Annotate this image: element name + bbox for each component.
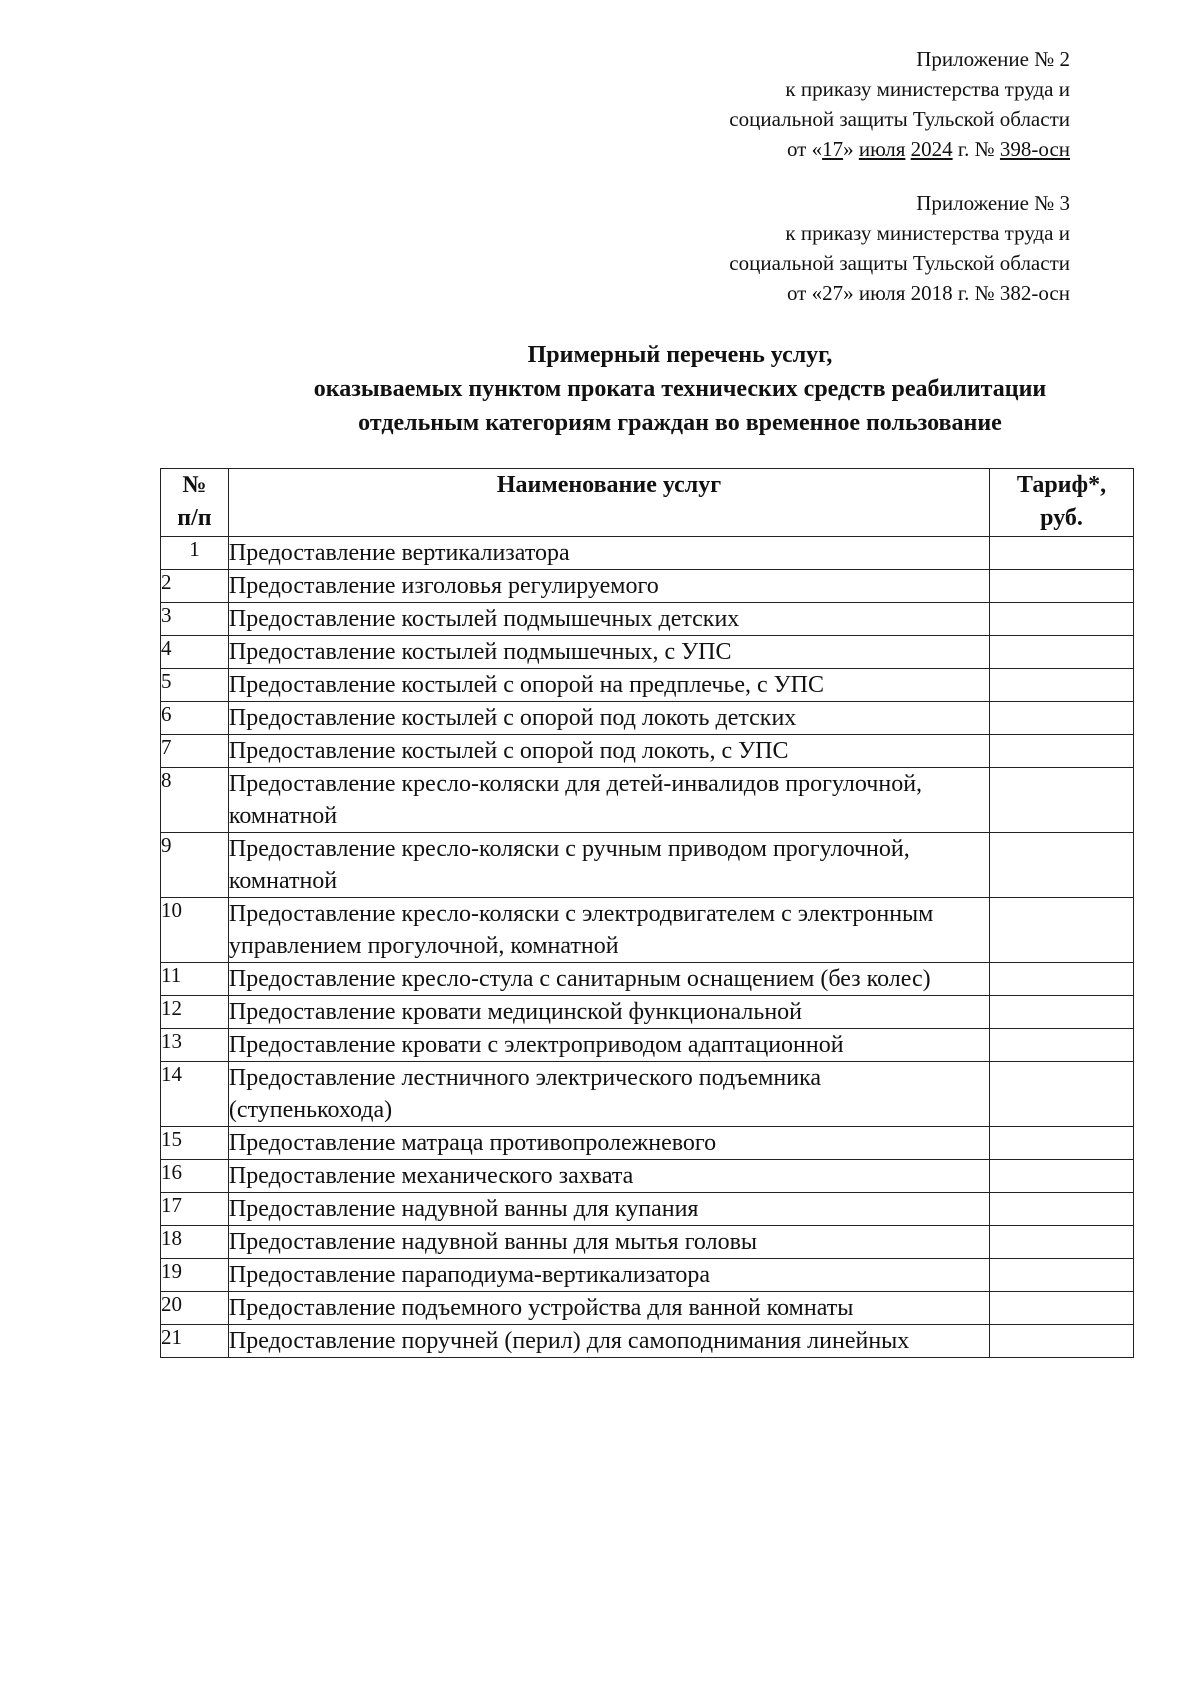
title-line-2: оказываемых пунктом проката технических средств реабилитации	[313, 376, 1047, 402]
row-number: 3	[161, 603, 229, 636]
date-year-suffix: г. №	[952, 137, 1000, 161]
row-service-name: Предоставление надувной ванны для купания	[228, 1193, 989, 1226]
row-tariff	[990, 898, 1134, 963]
row-tariff	[990, 537, 1134, 570]
row-tariff	[990, 1029, 1134, 1062]
row-service-name: Предоставление матраца противопролежневого	[228, 1127, 989, 1160]
row-service-name: Предоставление кресло-коляски для детей-инвалидов прогулочной, комнатной	[228, 768, 989, 833]
row-service-name: Предоставление костылей с опорой под локоть, с УПС	[228, 735, 989, 768]
row-tariff	[990, 1193, 1134, 1226]
row-number: 20	[161, 1292, 229, 1325]
table-row	[161, 963, 1134, 996]
row-number: 11	[161, 963, 229, 996]
row-service-name: Предоставление лестничного электрического подъемника (ступенькохода)	[228, 1062, 989, 1127]
row-tariff	[990, 603, 1134, 636]
table-body	[161, 537, 1134, 1358]
date-prefix: от «	[786, 137, 823, 161]
row-number: 16	[161, 1160, 229, 1193]
annex-order-line: к приказу министерства труда и	[785, 77, 1070, 101]
row-number: 17	[161, 1193, 229, 1226]
row-number: 18	[161, 1226, 229, 1259]
annex-order-line: к приказу министерства труда и	[785, 221, 1070, 245]
annex-ministry-line: социальной защиты Тульской области	[729, 251, 1070, 275]
row-service-name: Предоставление кровати с электроприводом адаптационной	[228, 1029, 989, 1062]
row-tariff	[990, 669, 1134, 702]
table-row	[161, 669, 1134, 702]
row-number: 14	[161, 1062, 229, 1127]
document-title	[200, 338, 1160, 440]
header-tariff-unit: руб.	[1040, 505, 1083, 531]
header-tariff-label: Тариф*,	[1016, 472, 1107, 498]
table-header-row	[161, 469, 1134, 537]
row-tariff	[990, 570, 1134, 603]
row-number: 2	[161, 570, 229, 603]
table-row	[161, 636, 1134, 669]
header-tariff	[990, 469, 1134, 537]
row-number: 13	[161, 1029, 229, 1062]
row-tariff	[990, 1062, 1134, 1127]
row-service-name: Предоставление параподиума-вертикализатора	[228, 1259, 989, 1292]
annex-header-current	[729, 44, 1070, 164]
row-service-name: Предоставление костылей подмышечных детских	[228, 603, 989, 636]
table-row	[161, 1325, 1134, 1358]
row-service-name: Предоставление изголовья регулируемого	[228, 570, 989, 603]
row-service-name: Предоставление костылей с опорой под локоть детских	[228, 702, 989, 735]
services-table	[160, 468, 1134, 1358]
table-row	[161, 1062, 1134, 1127]
header-number-sign: №	[182, 472, 207, 498]
annex-number: Приложение № 3	[916, 191, 1070, 215]
row-number: 7	[161, 735, 229, 768]
date-month: июля	[858, 137, 906, 161]
row-service-name: Предоставление вертикализатора	[228, 537, 989, 570]
row-service-name: Предоставление кресло-коляски с электродвигателем с электронным управлением прогулочной, комнатной	[228, 898, 989, 963]
row-number: 21	[161, 1325, 229, 1358]
row-number: 5	[161, 669, 229, 702]
row-tariff	[990, 996, 1134, 1029]
row-tariff	[990, 1127, 1134, 1160]
annex-date-line	[729, 134, 1070, 164]
table-row	[161, 1127, 1134, 1160]
row-number: 9	[161, 833, 229, 898]
table-row	[161, 1193, 1134, 1226]
row-number: 6	[161, 702, 229, 735]
row-tariff	[990, 963, 1134, 996]
row-service-name: Предоставление поручней (перил) для самоподнимания линейных	[228, 1325, 989, 1358]
table-row	[161, 702, 1134, 735]
table-row	[161, 537, 1134, 570]
row-number: 15	[161, 1127, 229, 1160]
row-tariff	[990, 636, 1134, 669]
annex-header-original	[729, 188, 1070, 308]
table-row	[161, 898, 1134, 963]
row-service-name: Предоставление кровати медицинской функциональной	[228, 996, 989, 1029]
row-service-name: Предоставление костылей с опорой на предплечье, с УПС	[228, 669, 989, 702]
row-tariff	[990, 1259, 1134, 1292]
row-tariff	[990, 1226, 1134, 1259]
annex-date-line: от «27» июля 2018 г. № 382-осн	[786, 281, 1070, 305]
header-number	[161, 469, 229, 537]
row-number: 8	[161, 768, 229, 833]
row-number: 4	[161, 636, 229, 669]
row-number: 12	[161, 996, 229, 1029]
row-service-name: Предоставление костылей подмышечных, с УПС	[228, 636, 989, 669]
row-service-name: Предоставление кресло-коляски с ручным приводом прогулочной, комнатной	[228, 833, 989, 898]
annex-number: Приложение № 2	[916, 47, 1070, 71]
row-service-name: Предоставление механического захвата	[228, 1160, 989, 1193]
table-row	[161, 1292, 1134, 1325]
row-tariff	[990, 735, 1134, 768]
row-tariff	[990, 1325, 1134, 1358]
row-number: 10	[161, 898, 229, 963]
row-number: 1	[161, 537, 229, 570]
row-tariff	[990, 1292, 1134, 1325]
row-tariff	[990, 1160, 1134, 1193]
row-number: 19	[161, 1259, 229, 1292]
date-mid: »	[843, 137, 859, 161]
date-year: 2024	[910, 137, 953, 161]
title-line-3: отдельным категориям граждан во временное пользование	[358, 410, 1002, 436]
row-service-name: Предоставление надувной ванны для мытья головы	[228, 1226, 989, 1259]
table-row	[161, 996, 1134, 1029]
table-row	[161, 833, 1134, 898]
row-service-name: Предоставление кресло-стула с санитарным оснащением (без колес)	[228, 963, 989, 996]
table-row	[161, 1226, 1134, 1259]
table-row	[161, 768, 1134, 833]
title-line-1: Примерный перечень услуг,	[527, 342, 833, 368]
row-tariff	[990, 768, 1134, 833]
table-row	[161, 735, 1134, 768]
table-row	[161, 1029, 1134, 1062]
table-row	[161, 570, 1134, 603]
date-day: 17	[822, 137, 844, 161]
header-service-name: Наименование услуг	[228, 469, 989, 537]
row-tariff	[990, 702, 1134, 735]
row-tariff	[990, 833, 1134, 898]
annex-ministry-line: социальной защиты Тульской области	[729, 107, 1070, 131]
table-row	[161, 1259, 1134, 1292]
table-row	[161, 603, 1134, 636]
header-number-abbr: п/п	[177, 505, 212, 531]
row-service-name: Предоставление подъемного устройства для ванной комнаты	[228, 1292, 989, 1325]
order-number: 398-осн	[999, 137, 1070, 161]
table-row	[161, 1160, 1134, 1193]
